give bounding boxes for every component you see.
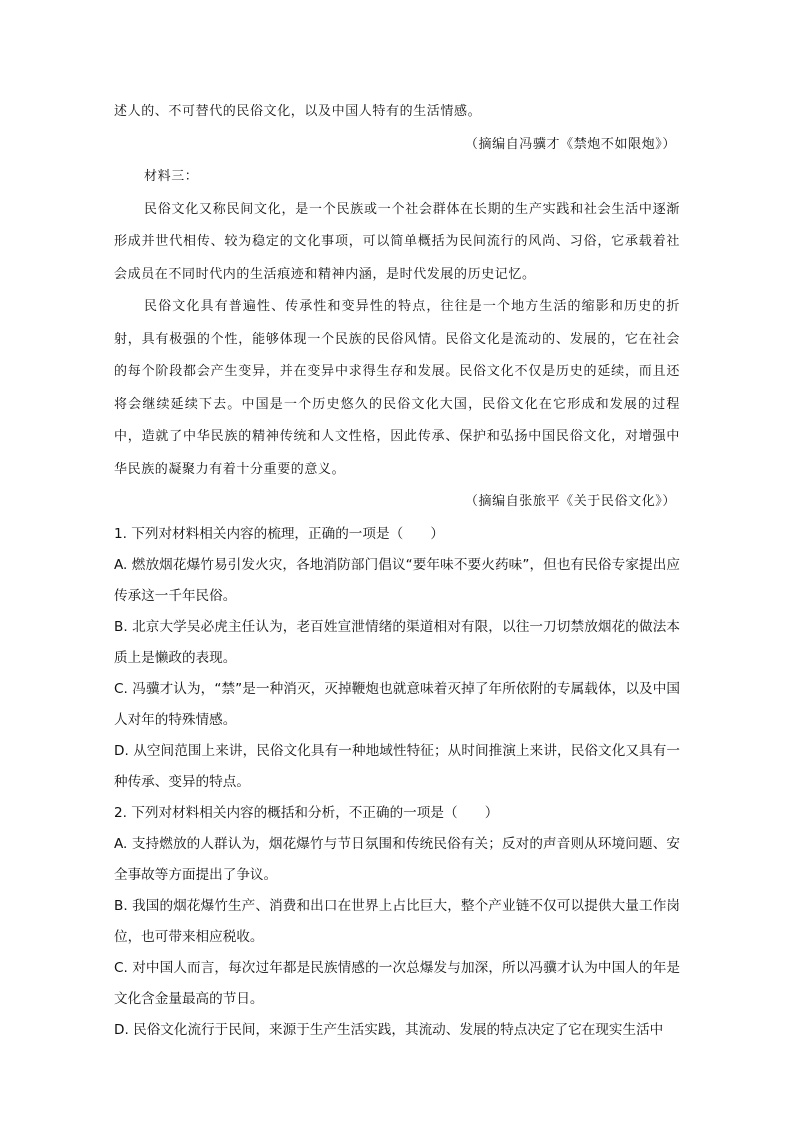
questions-section [114,519,680,1046]
option-c: C. 冯骥才认为，“禁”是一种消灭，灭掉鞭炮也就意味着灭掉了年所依附的专属载体，以及中国人对年的特殊情感。 [114,680,680,728]
material-heading: 材料三： [144,169,199,184]
reading-material [114,96,680,519]
question-stem: 1. 下列对材料相关内容的梳理，正确的一项是（ ） [114,525,444,542]
option-d: D. 民俗文化流行于民间，来源于生产生活实践，其流动、发展的特点决定了它在现实生活中 [114,1021,664,1038]
question-1 [114,519,680,798]
option-c: C. 对中国人而言，每次过年都是民族情感的一次总爆发与加深，所以冯骥才认为中国人的年是文化含金量最高的节日。 [114,959,680,1007]
option-b: B. 我国的烟花爆竹生产、消费和出口在世界上占比巨大，整个产业链不仅可以提供大量工作岗位，也可带来相应税收。 [114,897,680,945]
document-page [114,96,680,1046]
option-a: A. 支持燃放的人群认为，烟花爆竹与节日氛围和传统民俗有关；反对的声音则从环境问题、安全事故等方面提出了争议。 [114,835,680,883]
option-d: D. 从空间范围上来讲，民俗文化具有一种地域性特征；从时间推演上来讲，民俗文化又具有一种传承、变异的特点。 [114,742,680,790]
option-a: A. 燃放烟花爆竹易引发火灾，各地消防部门倡议“要年味不要火药味”，但也有民俗专家提出应传承这一千年民俗。 [114,556,680,604]
material-paragraph: 述人的、不可替代的民俗文化，以及中国人特有的生活情感。 [114,104,482,119]
material-source: （摘编自张旅平《关于民俗文化》） [464,494,676,509]
material-source: （摘编自冯骥才《禁炮不如限炮》） [464,136,676,152]
question-2 [114,798,680,1046]
material-paragraph: 民俗文化具有普遍性、传承性和变异性的特点，往往是一个地方生活的缩影和历史的折射，具有极强的个性，能够体现一个民族的民俗风情。民俗文化是流动的、发展的，它在社会的每个阶段都会产生变异，并在变异中求得生存和发展。民俗文化不仅是历史的延续，而且还将会继续延续下去。中国是一个历史悠久的民俗文化大国，民俗文化在它形成和发展的过程中，造就了中华民族的精神传统和人文性格，因此传承、保护和弘扬中国民俗文化，对增强中华民族的凝聚力有着十分重要的意义。 [114,299,680,477]
material-paragraph: 民俗文化又称民间文化，是一个民族或一个社会群体在长期的生产实践和社会生活中逐渐形成并世代相传、较为稳定的文化事项，可以简单概括为民间流行的风尚、习俗，它承载着社会成员在不同时代内的生活痕迹和精神内涵，是时代发展的历史记忆。 [114,201,680,282]
option-b: B. 北京大学吴必虎主任认为，老百姓宣泄情绪的渠道相对有限，以往一刀切禁放烟花的做法本质上是懒政的表现。 [114,618,680,666]
question-stem: 2. 下列对材料相关内容的概括和分析，不正确的一项是（ ） [114,804,499,821]
